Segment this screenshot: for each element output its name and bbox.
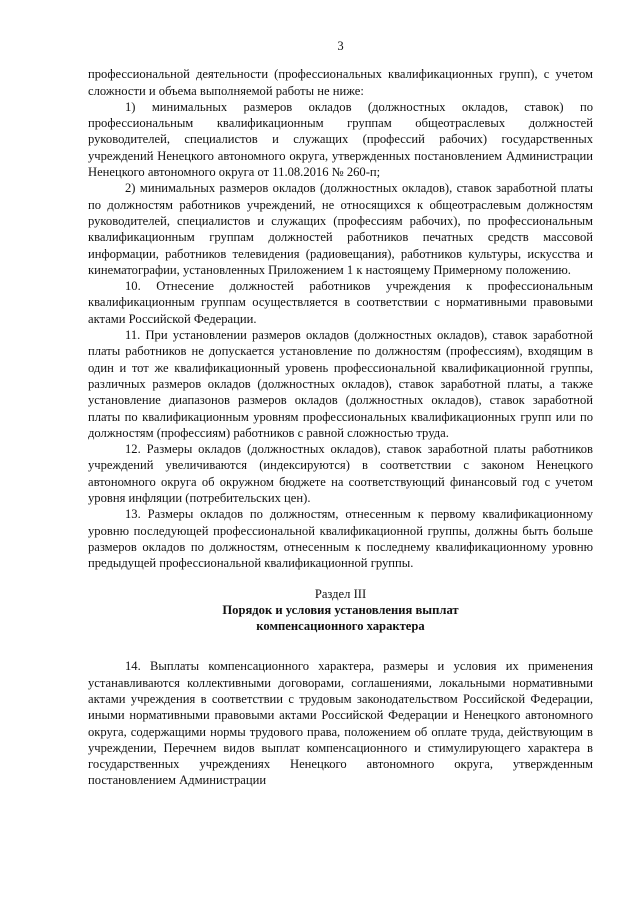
- paragraph-13: 13. Размеры окладов по должностям, отнесенным к первому квалификационному уровню последующей профессиональной квалификационной группы, должны быть больше размеров окладов по должностям, отнесенным к последнему квалификационному уровню предыдущей профессиональной квалификационной группы.: [88, 507, 593, 571]
- paragraph-10: 10. Отнесение должностей работников учреждения к профессиональным квалификационным группам осуществляется в соответствии с нормативными правовыми актами Российской Федерации.: [88, 279, 593, 326]
- paragraph-item-1: 1) минимальных размеров окладов (должностных окладов, ставок) по профессиональным квалификационным группам общеотраслевых должностей руководителей, специалистов и служащих (профессий рабочих) государственных учреждений Ненецкого автономного округа, утвержденных постановлением Администрации Ненецкого автономного округа от 11.08.2016 № 260-п;: [88, 99, 593, 180]
- section-title-line-2: компенсационного характера: [256, 619, 425, 634]
- document-page: [88, 38, 593, 789]
- body-text-before: [88, 66, 593, 571]
- page-number: 3: [337, 39, 344, 53]
- paragraph-14: 14. Выплаты компенсационного характера, размеры и условия их применения устанавливаются коллективными договорами, соглашениями, локальными нормативными актами учреждения в соответствии с трудовым законодательством Российской Федерации, иными нормативными правовыми актами Российской Федерации и Ненецкого автономного округа, содержащими нормы трудового права, положением об оплате труда, действующим в учреждении, Перечнем видов выплат компенсационного и стимулирующего характера в государственных учреждениях Ненецкого автономного округа, утвержденным постановлением Администрации: [88, 659, 593, 788]
- paragraph-11: 11. При установлении размеров окладов (должностных окладов), ставок заработной платы работников не допускается установление по должностям (профессиям), входящим в один и тот же квалификационный уровень профессиональной квалификационной группы, различных размеров окладов (должностных окладов), ставок заработной платы, а также установление диапазонов размеров окладов (должностных окладов), ставок заработной платы по квалификационным уровням профессиональных квалификационных групп или по должностям (профессиям) работников с равной сложностью труда.: [88, 328, 593, 440]
- section-title-line-1: Порядок и условия установления выплат: [222, 602, 459, 617]
- paragraph-12: 12. Размеры окладов (должностных окладов), ставок заработной платы работников учреждений увеличиваются (индексируются) в соответствии с законом Ненецкого автономного округа об окружном бюджете на соответствующий финансовый год с учетом уровня инфляции (потребительских цен).: [88, 442, 593, 506]
- section-spacer: [88, 634, 593, 658]
- section-label: Раздел III: [314, 586, 367, 601]
- paragraph-continuation: профессиональной деятельности (профессиональных квалификационных групп), с учетом сложности и объема выполняемой работы не ниже:: [88, 67, 593, 98]
- body-text-after: [88, 658, 593, 788]
- paragraph-item-2: 2) минимальных размеров окладов (должностных окладов), ставок заработной платы по должностям работников учреждений, не относящихся к общеотраслевым должностям руководителей, специалистов и служащих (профессиям рабочих), по профессиональным квалификационным группам должностей работников печатных средств массовой информации, работников телевидения (радиовещания), работников культуры, искусства и кинематографии, установленных Приложением 1 к настоящему Примерному положению.: [88, 181, 593, 277]
